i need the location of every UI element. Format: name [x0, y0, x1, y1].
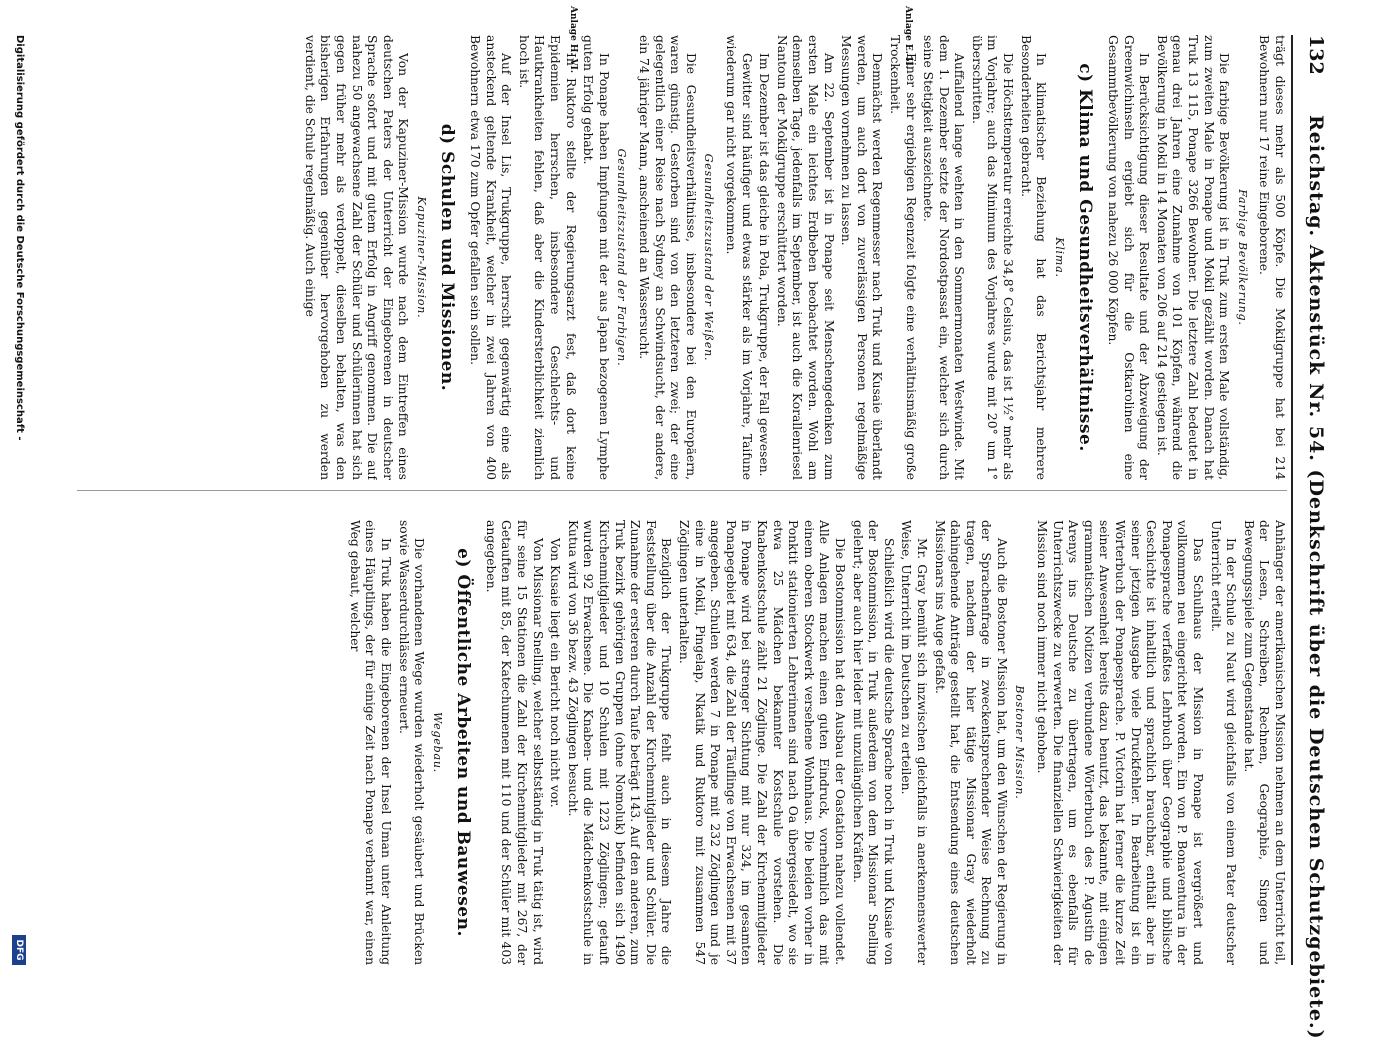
paragraph: Die vorhandenen Wege wurden wiederholt gesäubert und Brücken sowie Wasserdurchlässe erneuert.: [396, 520, 427, 965]
paragraph: Die Höchsttemperatur erreichte 34,8° Celsius, das ist 1½° mehr als im Vorjahre; auch das Minimum des Vorjahres wurde mit 20° um 1° überschritten.: [969, 35, 1016, 480]
paragraph: In Berücksichtigung dieser Resultate und der Abzweigung der Greenwichinseln ergiebt sich für die Ostkarolinen eine Gesammtbevölkerung von nahezu 26 000 Köpfen.: [1106, 35, 1152, 480]
paragraph: Die Bostonmission hat den Ausbau der Oastation nahezu vollendet. Alle Anlagen machen einen guten Eindruck, vornehmlich das mit einem oberen Stockwerk versehene Wohnhaus. Die beiden vorher in Ponktit stationierten Lehrerinnen sind nach Oa übergesiedelt, wo sie etwa 25 Mädchen bekannter Kostschule vorstehen. Die Knabenkostschule zählt 21 Zöglinge. Die Zahl der Kirchenmitglieder in Ponape wird bei strenger Sichtung mit nur 324, im gesamten Ponapegebiet mit 634, die Zahl der Täuflinge von Erwachsenen mit 37 angegeben. Schulen werden 7 in Ponape mit 232 Zöglingen und je eine in Mokil, Pingelap, Nkatik und Ruktoro mit zusammen 547 Zöglingen unterhalten.: [677, 520, 847, 965]
paragraph: In Ruktoro stellte der Regierungsarzt fest, daß dort keine Epidemien herrschen, insbesondere Geschlechts- und Hautkrankheiten fehlen, daß aber die Kindersterblichkeit ziemlich hoch ist.: [516, 35, 578, 480]
paragraph: In der Schule zu Naut wird gleichfalls von einem Pater deutscher Unterricht erteilt.: [1208, 520, 1239, 965]
paragraph: Schließlich wird die deutsche Sprache noch in Truk und Kusaie von der Bostonmission, in Truk außerdem von dem Missionar Snelling gelehrt; aber auch hier leider mit unzulänglichen Kräften.: [850, 520, 896, 965]
margin-note-anlage-h: Anlage H. VI.: [568, 6, 578, 74]
paragraph: Das Schulhaus der Mission in Ponape ist vergrößert und vollkommen neu eingerichtet worden. Ein von P. Bonaventura in der Ponapesprache verfaßtes Lehrbuch über Geographie und biblische Geschichte ist inhaltlich und sprachlich brauchbar, enthält aber in seiner jetzigen Ausgabe viele Druckfehler. In Bearbeitung ist ein Wörterbuch der Ponapesprache. P. Victorin hat ferner die kurze Zeit seiner Anwesenheit bereits dazu benutzt, das bekannte, mit einigen grammatischen Notizen verbundene Wörterbuch des P. Agustin de Arenys ins Deutsche zu übertragen, um es ebenfalls für Unterrichtszwecke zu verwerten. Die finanziellen Schwierigkeiten der Mission sind noch immer nicht gehoben.: [1035, 520, 1206, 965]
paragraph: Von Missionar Snelling, welcher selbstständig in Truk tätig ist, wird für seine 15 Stationen die Zahl der Kirchenmitglieder mit 267, der Getauften mit 85, der Katechumenen mit 110 und der Schüler mit 403 angegeben.: [483, 520, 545, 965]
paragraph: Auf der Insel Lis, Trukgruppe, herrscht gegenwärtig eine als ansteckend geltende Krankheit, welcher in zwei Jahren von 400 Bewohnern etwa 170 zum Opfer gefallen sein sollen.: [468, 35, 514, 480]
paragraph: Mr. Gray bemüht sich inzwischen gleichfalls in anerkennenswerter Weise, Unterricht im Deutschen zu erteilen.: [899, 520, 929, 965]
paragraph: In Truk haben die Eingeborenen der Insel Uman unter Anleitung eines Häuptlings, der für einige Zeit nach Ponape verbannt war, einen Weg gebaut, welcher: [347, 520, 393, 965]
paragraph: Von Kusaie liegt ein Bericht noch nicht vor.: [548, 538, 563, 808]
paragraph: Von der Kapuziner-Mission wurde nach dem Eintreffen eines deutschen Paters der Unterricht der Eingeborenen in deutscher Sprache sofort und mit gutem Erfolg in Angriff genommen. Die auf nahezu 50 angewachsene Zahl der Schüler und Schülerinnen hat sich gegen früher mehr als verdoppelt, dieselben behalten, was den bisherigen Erfahrungen gegenüber hervorgehoben zu werden verdient, die Schule regelmäßig. Auch einige: [302, 35, 411, 480]
left-column: [77, 35, 1287, 480]
header-rule: [1291, 35, 1293, 965]
paragraph: Im Dezember ist das gleiche in Pola, Trukgruppe, der Fall gewesen.: [757, 53, 772, 477]
subheading: Gesundheitszustand der Weißen.: [702, 153, 716, 362]
page-number: 132: [1305, 35, 1327, 75]
paragraph: Die Gesundheitsverhältnisse, insbesondere bei den Europäern, waren günstig. Gestorben sind von den letzteren zwei; der eine gelegentlich einer Reise nach Sydney an Schwindsucht, der andere, ein 74 jähriger Mann, anscheinend an Wassersucht.: [637, 35, 698, 480]
page-header: [1297, 35, 1327, 1040]
paragraph: In klimatischer Beziehung hat das Berichtsjahr mehrere Besonderheiten gebracht.: [1018, 35, 1049, 480]
paragraph: trägt dieses mehr als 500 Köpfe. Die Mokilgruppe hat bei 214 Bewohnern nur 17 reine Eingeborene.: [1257, 35, 1287, 480]
section-heading-e: e) Öffentliche Arbeiten und Bauwesen.: [453, 548, 474, 937]
running-title: Reichstag. Aktenstück Nr. 54. (Denkschrift über die Deutschen Schutzgebiete.): [1305, 115, 1327, 1040]
digitization-credit: Digitalisierung gefördert durch die Deutsche Forschungsgemeinschaft -: [14, 35, 25, 441]
subheading: Klima.: [1052, 237, 1066, 278]
section-heading-d: d) Schulen und Missionen.: [437, 123, 458, 392]
subheading: Farbige Bevölkerung.: [1235, 189, 1249, 326]
paragraph: Die farbige Bevölkerung ist in Truk zum ersten Male vollständig, zum zweiten Male in Ponape und Mokil gezählt worden. Danach hat Truk 13 115, Ponape 3266 Bewohner. Die letztere Zahl bedeutet in genau drei Jahren eine Zunahme von 101 Köpfen, während die Bevölkerung in Mokil in 14 Monaten von 206 auf 214 gestiegen ist.: [1154, 35, 1232, 480]
footer: [7, 0, 25, 1000]
right-column: [77, 520, 1287, 965]
paragraph: Bezüglich der Trukgruppe fehlt auch in diesem Jahre die Feststellung über die Anzahl der Kirchenmitglieder und Schüler. Die Zunahme der ersteren durch Taufe beträgt 143. Auf den anderen, zum Truk bezirk gehörigen Gruppen (ohne Nomoluk) befinden sich 1490 Kirchenmitglieder und 10 Schulen mit 1223 Zöglingen; getauft wurden 92 Erwachsene. Die Knaben- und die Mädchenkostschule in Kutua wird von 36 bezw. 43 Zöglingen besucht.: [565, 520, 674, 965]
subheading: Gesundheitszustand der Farbigen.: [615, 148, 629, 367]
dfg-logo-icon: DFG: [12, 935, 26, 965]
paragraph: Auffallend lange wehten in den Sommermonaten Westwinde. Mit dem 1. Dezember setzte der Nordostpassat ein, welcher sich durch seine Stetigkeit auszeichnete.: [921, 35, 967, 480]
paragraph: Auch die Bostoner Mission hat, um den Wünschen der Regierung in der Sprachenfrage in zweckentsprechender Weise Rechnung zu tragen, nachdem der hier tätige Missionar Gray wiederholt dahingehende Anträge gestellt hat, die Entsendung eines deutschen Missionars ins Auge gefaßt.: [932, 520, 1009, 965]
subheading: Wegebau.: [430, 711, 444, 774]
subheading: Kapuziner-Mission.: [414, 196, 428, 319]
paragraph: Einer sehr ergiebigen Regenzeit folgte eine verhältnismäßig große Trockenheit.: [887, 35, 918, 480]
column-divider: [77, 490, 1287, 491]
subheading: Bostoner Mission.: [1013, 685, 1027, 800]
paragraph: In Ponape haben Impfungen mit der aus Japan bezogenen Lymphe guten Erfolg gehabt.: [581, 35, 611, 480]
paragraph: Gewitter sind häufiger und etwas stärker als im Vorjahre, Taifune wiederum gar nicht vorgekommen.: [724, 35, 754, 480]
section-heading-c: c) Klima und Gesundheitsverhältnisse.: [1075, 63, 1096, 452]
paragraph: Demnächst werden Regenmesser nach Truk und Kusaie überlandt werden, um auch dort von zuverlässigen Personen regelmäßige Messungen vornehmen zu lassen.: [839, 35, 885, 480]
margin-note-anlage-e: Anlage E. II.: [903, 6, 913, 69]
paragraph: Am 22. September ist in Ponape seit Menschengedenken zum ersten Male ein leichtes Erdbeben beobachtet worden. Wohl am demselben Tage, jedenfalls im September, ist auch die Korallenriesel Nantoun der Mokilgruppe erschüttert worden.: [774, 35, 836, 480]
paragraph: Anhänger der amerikanischen Mission nehmen an dem Unterricht teil, der Lesen, Schreiben, Rechnen, Geographie, Singen und Bewegungsspiele zum Gegenstande hat.: [1241, 520, 1287, 965]
